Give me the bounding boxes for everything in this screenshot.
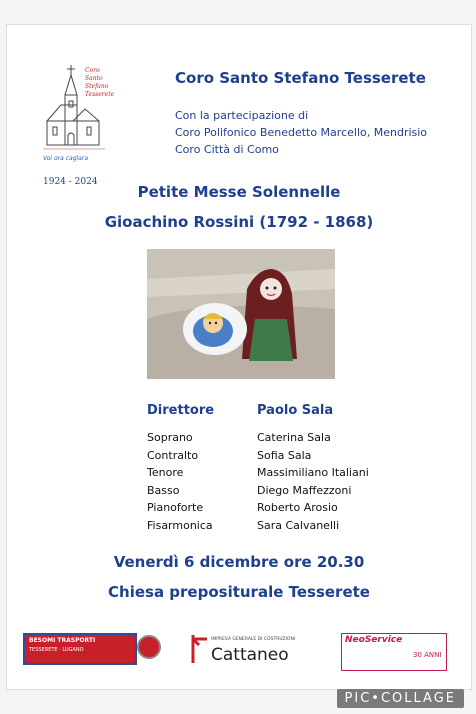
performer-name: Massimiliano Italiani xyxy=(257,466,369,479)
sponsor-neoservice-name: NeoService xyxy=(345,635,403,645)
performer-row xyxy=(147,449,407,467)
choir-title: Coro Santo Stefano Tesserete xyxy=(175,69,426,87)
work-title: Petite Messe Solennelle xyxy=(137,183,341,201)
guest-choir: Coro Polifonico Benedetto Marcello, Mendrisio xyxy=(175,126,428,139)
performer-role: Soprano xyxy=(147,431,193,444)
participation-label: Con la partecipazione di xyxy=(175,109,309,122)
pic-collage-watermark: PIC•COLLAGE xyxy=(337,689,464,708)
performer-row xyxy=(147,431,407,449)
sponsor-cattaneo-tag: IMPRESA GENERALE DI COSTRUZIONI xyxy=(211,637,296,642)
composer: Gioachino Rossini (1792 - 1868) xyxy=(104,213,374,231)
church-logo xyxy=(35,61,115,171)
event-datetime: Venerdì 6 dicembre ore 20.30 xyxy=(113,553,365,571)
logo-text-line: Coro xyxy=(85,67,100,74)
sponsor-besomi-name: BESOMI TRASPORTI xyxy=(29,637,96,644)
logo-text-line: Tesserete xyxy=(85,91,115,98)
performers-list xyxy=(147,403,407,536)
performer-row xyxy=(147,519,407,537)
logo-caption: Voi ora caglara xyxy=(43,155,88,162)
event-venue: Chiesa prepositurale Tesserete xyxy=(108,583,370,601)
crane-icon xyxy=(189,635,209,663)
sponsor-neoservice-years: 30 ANNI xyxy=(413,651,442,659)
logo-text-line: Santo xyxy=(85,75,103,82)
performer-name: Sara Calvanelli xyxy=(257,518,340,532)
performer-role: Contralto xyxy=(147,448,199,462)
director-label: Direttore xyxy=(147,403,215,418)
director-name: Paolo Sala xyxy=(257,403,334,418)
participation-block xyxy=(175,107,427,158)
nativity-photo xyxy=(147,249,335,379)
sponsor-cattaneo xyxy=(189,629,299,669)
guest-choir: Coro Città di Como xyxy=(175,143,279,156)
performer-name: Roberto Arosio xyxy=(257,501,338,514)
performer-row xyxy=(147,484,407,502)
sponsor-cattaneo-name: Cattaneo xyxy=(211,645,289,665)
performer-role: Tenore xyxy=(147,466,184,479)
besomi-badge-icon xyxy=(137,635,161,659)
performer-row xyxy=(147,466,407,484)
performer-role: Basso xyxy=(147,483,180,497)
concert-poster xyxy=(6,24,472,690)
sponsor-neoservice xyxy=(341,629,451,669)
sponsor-besomi-sub: TESSERETE · LUGANO xyxy=(29,647,84,653)
performer-name: Sofia Sala xyxy=(257,448,312,462)
performer-role: Pianoforte xyxy=(147,501,204,514)
performer-name: Diego Maffezzoni xyxy=(257,483,352,497)
performer-role: Fisarmonica xyxy=(147,518,213,532)
years-label: 1924 - 2024 xyxy=(43,177,98,187)
logo-text-line: Stefano xyxy=(85,83,109,90)
performer-row xyxy=(147,501,407,519)
director-row xyxy=(147,403,407,431)
sponsor-besomi xyxy=(23,629,155,669)
performer-name: Caterina Sala xyxy=(257,431,331,444)
